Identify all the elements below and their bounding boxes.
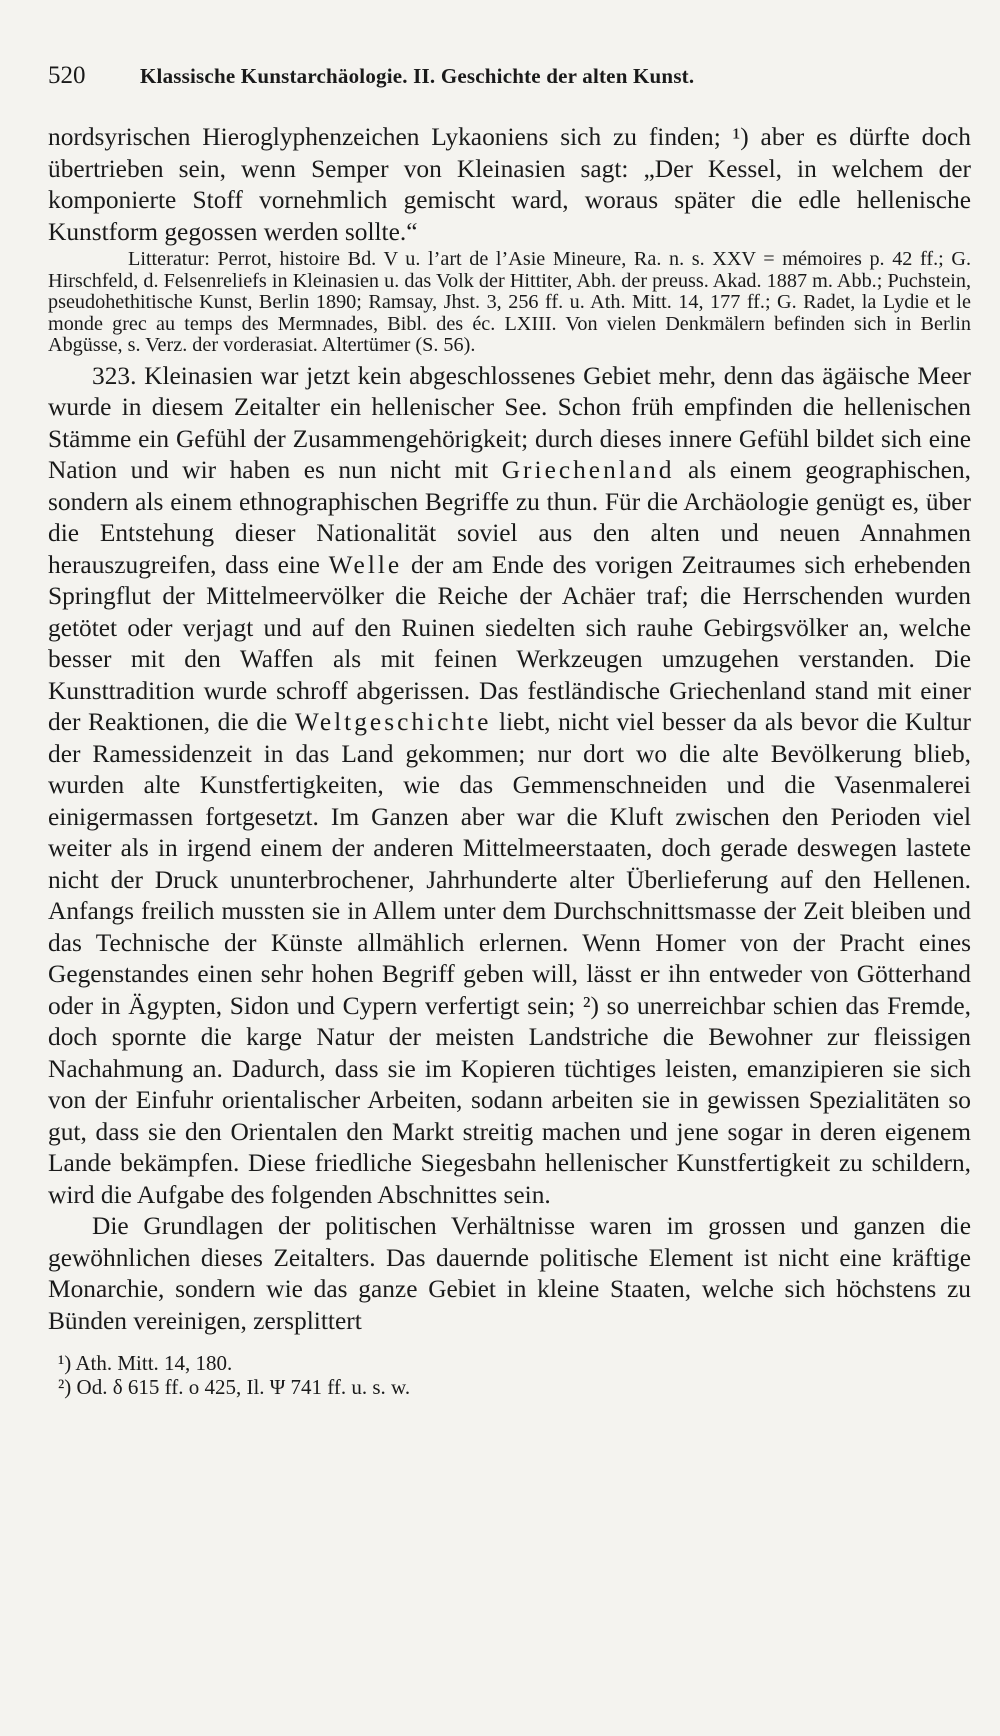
- paragraph-323-text-b: als einem geographischen, sondern als einem ethnographischen Begriffe zu thun. Für die Archäologie genügt es, über die Entstehung dieser Nationalität soviel aus den alten und neuen Annahmen herauszugreifen, dass eine: [48, 456, 971, 579]
- spaced-word-welle: Welle: [328, 550, 403, 579]
- paragraph-323-text-d: liebt, nicht viel besser da als bevor die Kultur der Ramessidenzeit in das Land gekommen; nur dort wo die alte Bevölkerung blieb, wurden alte Kunstfertigkeiten, wie das Gemmenschneiden und die Vasenmalerei einigermassen fortgesetzt. Im Ganzen aber war die Kluft zwischen den Perioden viel weiter als in irgend einem der anderen Mittelmeerstaaten, doch gerade deswegen lastete nicht der Druck ununterbrochener, Jahrhunderte alter Überlieferung auf den Hellenen. Anfangs freilich mussten sie in Allem unter dem Durchschnittsmasse der Zeit bleiben und das Technische der Künste allmählich erlernen. Wenn Homer von der Pracht eines Gegenstandes einen sehr hohen Begriff geben will, lässt er ihn entweder von Götterhand oder in Ägypten, Sidon und Cypern verfertigt sein; ²) so unerreichbar schien das Fremde, doch spornte die karge Natur der meisten Landstriche die Bewohner zur fleissigen Nachahmung an. Dadurch, dass sie im Kopieren tüchtiges leisten, emanzipieren sie sich von der Einfuhr orientalischer Arbeiten, sodann arbeiten sie in gewissen Spezialitäten so gut, dass sie den Orientalen den Markt streitig machen und jene sogar in deren eigenem Lande bekämpfen. Diese friedliche Siegesbahn hellenischer Kunstfertigkeit zu schildern, wird die Aufgabe des folgenden Abschnittes sein.: [48, 708, 972, 1209]
- paragraph-323-text-a: Kleinasien war jetzt kein abgeschlossenes Gebiet mehr, denn das ägäische Meer wurde in diesem Zeitalter ein hellenischer See. Schon früh empfinden die hellenischen Stämme ein Gefühl der Zusammengehörigkeit; durch dieses innere Gefühl bildet sich eine Nation und wir haben es nun nicht mit: [48, 361, 971, 484]
- body-text: [48, 122, 971, 1337]
- paragraph-323: [48, 361, 971, 1212]
- paragraph-continuation: nordsyrischen Hieroglyphenzeichen Lykaoniens sich zu finden; ¹) aber es dürfte doch übertrieben sein, wenn Semper von Kleinasien sagt: „Der Kessel, in welchem der komponierte Stoff vornehmlich gemischt ward, woraus später die edle hellenische Kunstform gegossen werden sollte.“: [48, 123, 971, 246]
- section-number: 323.: [92, 361, 137, 390]
- spaced-word-weltgeschichte: Weltgeschichte: [294, 708, 492, 736]
- footnotes: [48, 1351, 971, 1399]
- page-header: [48, 62, 971, 90]
- paragraph-323-text-c: der am Ende des vorigen Zeitraumes sich erhebenden Springflut der Mittelmeervölker die Reiche der Achäer traf; die Herrschenden wurden getötet oder verjagt und auf den Ruinen siedelten sich rauhe Gebirgsvölker an, welche besser mit den Waffen als mit feinen Werkzeugen umzugehen verstanden. Die Kunsttradition wurde schroff abgerissen. Das festländische Griechenland stand mit einer der Reaktionen, die die: [48, 550, 972, 736]
- book-page: [48, 62, 971, 1399]
- footnote-1: ¹) Ath. Mitt. 14, 180.: [58, 1351, 233, 1375]
- paragraph-politics: Die Grundlagen der politischen Verhältnisse waren im grossen und ganzen die gewöhnlichen dieses Zeitalters. Das dauernde politische Element ist nicht eine kräftige Monarchie, sondern wie das ganze Gebiet in kleine Staaten, welche sich höchstens zu Bünden vereinigen, zersplittert: [48, 1212, 971, 1335]
- literature-note: Litteratur: Perrot, histoire Bd. V u. l’art de l’Asie Mineure, Ra. n. s. XXV = mémoires p. 42 ff.; G. Hirschfeld, d. Felsenreliefs in Kleinasien u. das Volk der Hittiter, Abh. der preuss. Akad. 1887 m. Abb.; Puchstein, pseudohethitische Kunst, Berlin 1890; Ramsay, Jhst. 3, 256 ff. u. Ath. Mitt. 14, 177 ff.; G. Radet, la Lydie et le monde grec au temps des Mermnades, Bibl. des éc. LXIII. Von vielen Denkmälern befinden sich in Berlin Abgüsse, s. Verz. der vorderasiat. Altertümer (S. 56).: [48, 248, 971, 356]
- spaced-word-griechenland: Griechenland: [501, 456, 675, 484]
- running-head: Klassische Kunstarchäologie. II. Geschichte der alten Kunst.: [140, 64, 695, 88]
- page-number: 520: [48, 62, 86, 89]
- footnote-2: ²) Od. δ 615 ff. ο 425, Il. Ψ 741 ff. u. s. w.: [58, 1375, 411, 1399]
